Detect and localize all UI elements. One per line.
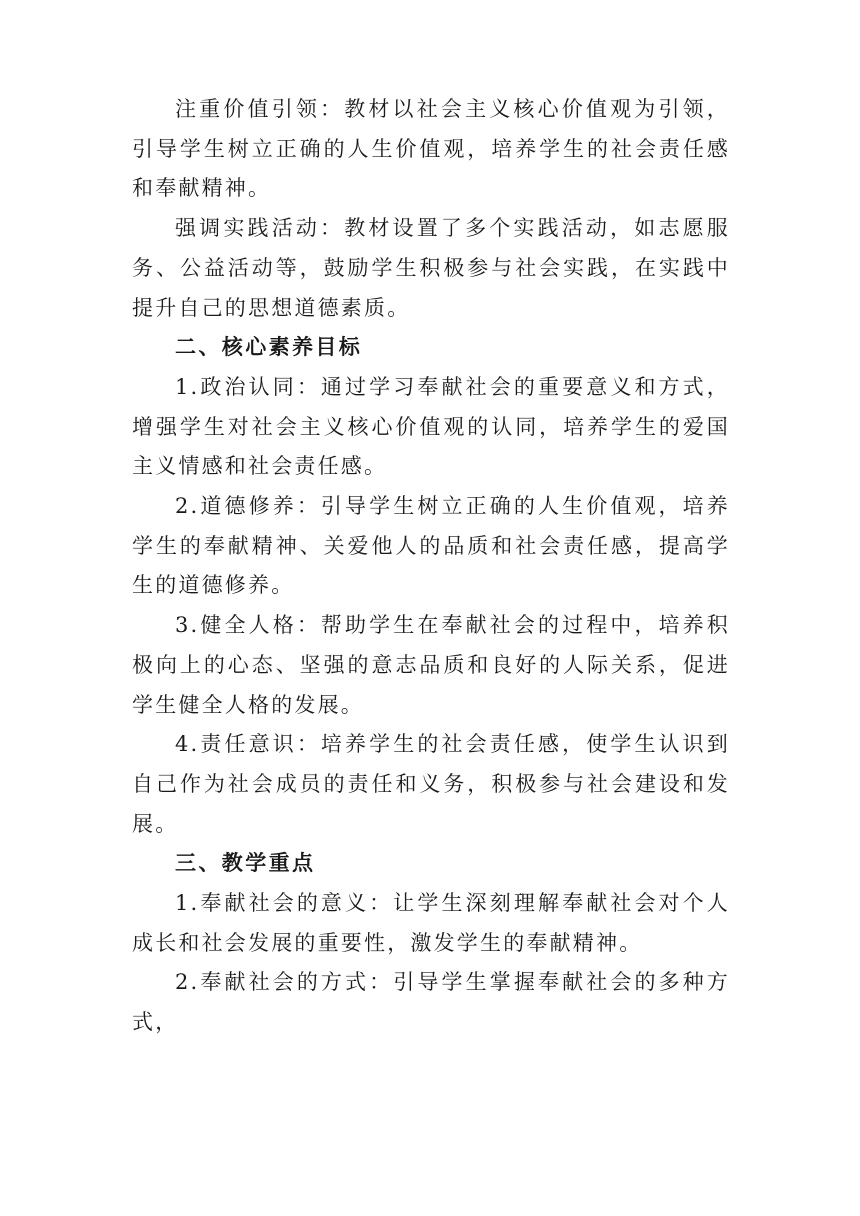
section-heading-core-literacy: 二、核心素养目标 [175,335,363,360]
paragraph-practice-activities: 强调实践活动：教材设置了多个实践活动，如志愿服务、公益活动等，鼓励学生积极参与社会实践，在实践中提升自己的思想道德素质。 [132,216,730,320]
paragraph-sound-personality: 3.健全人格：帮助学生在奉献社会的过程中，培养积极向上的心态、坚强的意志品质和良好的人际关系，促进学生健全人格的发展。 [132,613,730,717]
section-heading-teaching-focus: 三、教学重点 [175,851,316,876]
paragraph-ways-of-dedication: 2.奉献社会的方式：引导学生掌握奉献社会的多种方式， [132,970,730,1035]
paragraph-value-guidance: 注重价值引领：教材以社会主义核心价值观为引领，引导学生树立正确的人生价值观，培养学生的社会责任感和奉献精神。 [132,97,730,201]
paragraph-meaning-of-dedication: 1.奉献社会的意义：让学生深刻理解奉献社会对个人成长和社会发展的重要性，激发学生的奉献精神。 [132,891,730,955]
paragraph-moral-cultivation: 2.道德修养：引导学生树立正确的人生价值观，培养学生的奉献精神、关爱他人的品质和社会责任感，提高学生的道德修养。 [132,494,730,598]
paragraph-responsibility: 4.责任意识：培养学生的社会责任感，使学生认识到自己作为社会成员的责任和义务，积极参与社会建设和发展。 [132,732,730,836]
paragraph-political-identity: 1.政治认同：通过学习奉献社会的重要意义和方式，增强学生对社会主义核心价值观的认同，培养学生的爱国主义情感和社会责任感。 [132,374,730,479]
